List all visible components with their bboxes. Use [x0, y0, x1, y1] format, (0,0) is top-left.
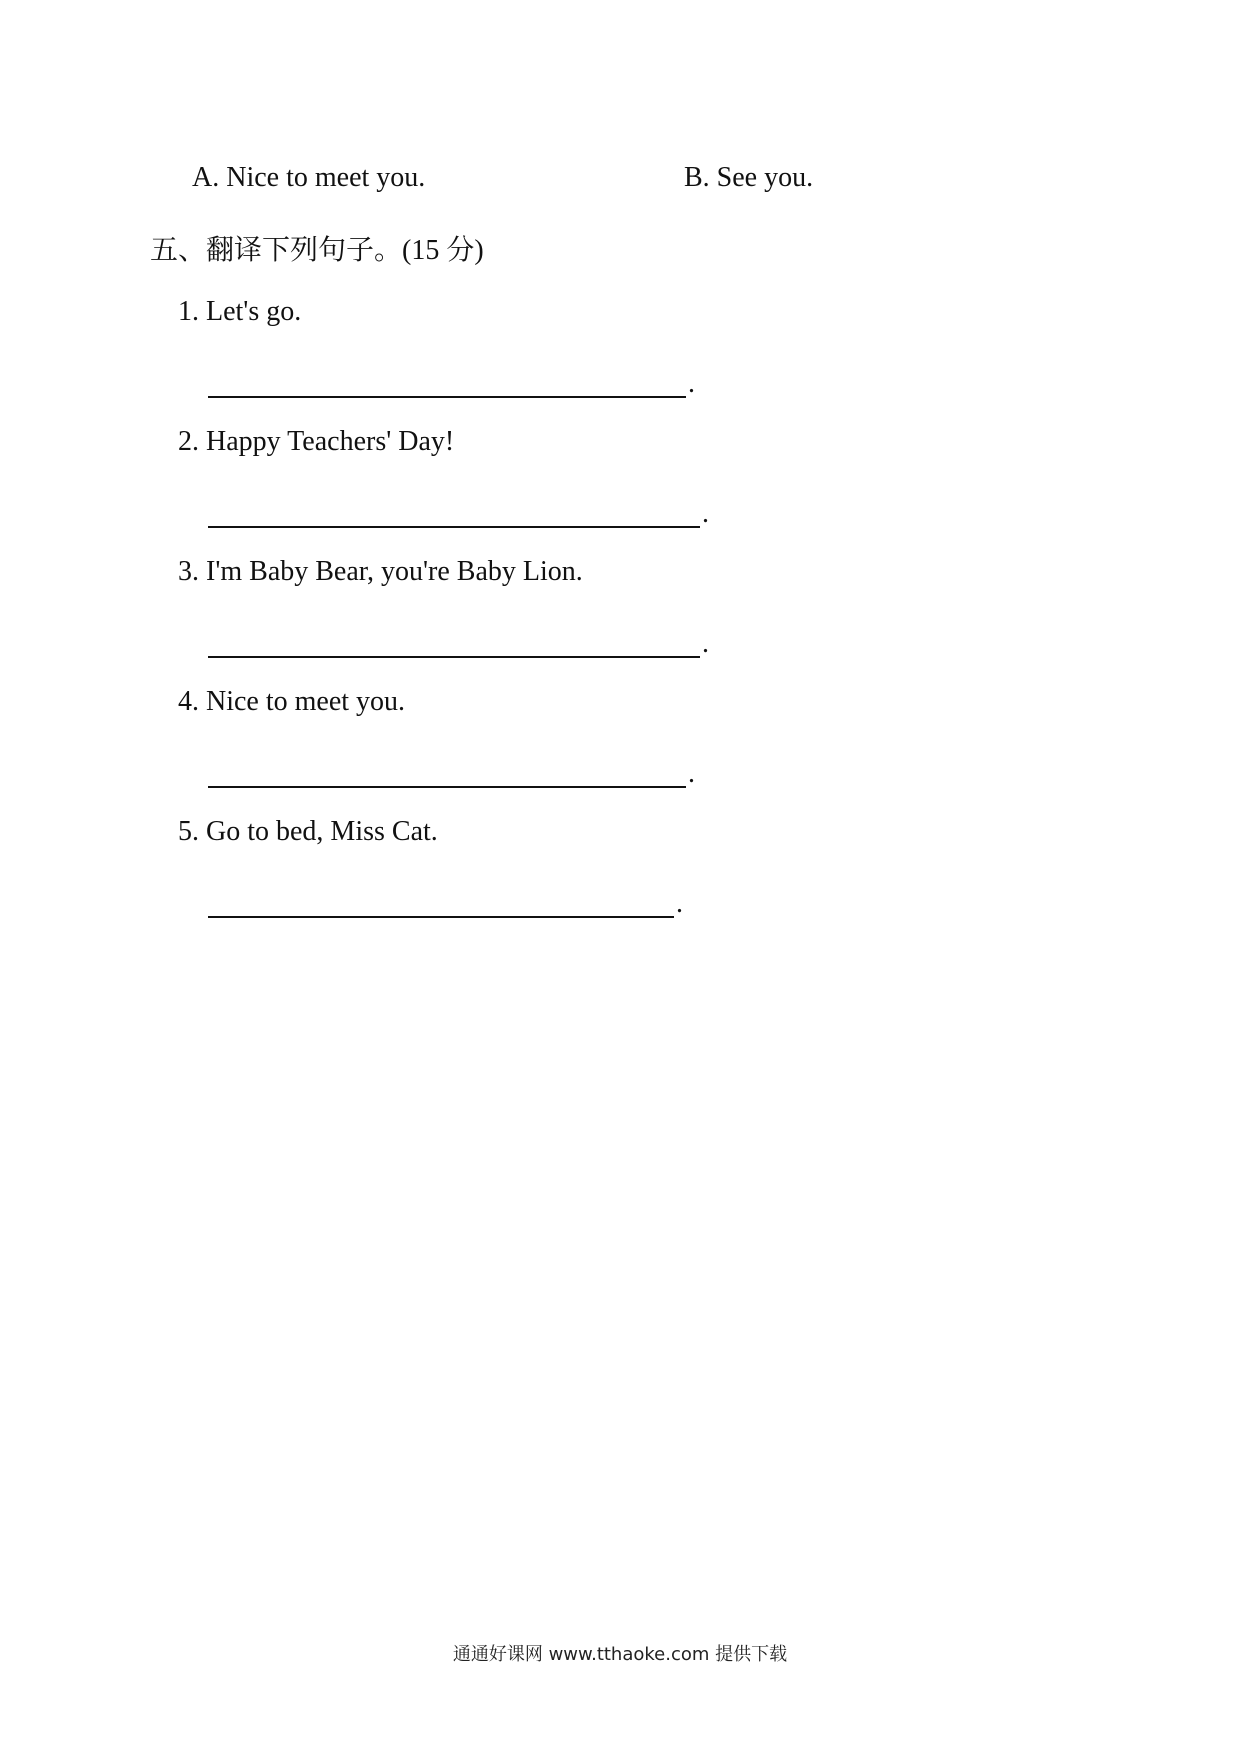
question-text: 3. I'm Baby Bear, you're Baby Lion.	[178, 556, 583, 587]
footer-credit: 通通好课网 www.tthaoke.com 提供下载	[452, 1644, 788, 1665]
answer-blank[interactable]	[208, 492, 709, 528]
answer-blank[interactable]	[208, 622, 709, 658]
answer-blank[interactable]	[208, 752, 695, 788]
answer-period: .	[702, 498, 709, 529]
answer-period: .	[688, 758, 695, 789]
answer-line[interactable]	[208, 626, 700, 658]
question-text: 2. Happy Teachers' Day!	[178, 426, 455, 457]
answer-blank[interactable]	[208, 362, 695, 398]
answer-line[interactable]	[208, 496, 700, 528]
answer-period: .	[702, 628, 709, 659]
option-b: B. See you.	[684, 162, 814, 193]
question-text: 4. Nice to meet you.	[178, 686, 406, 717]
answer-period: .	[676, 888, 683, 919]
answer-line[interactable]	[208, 366, 686, 398]
answer-line[interactable]	[208, 756, 686, 788]
question-text: 5. Go to bed, Miss Cat.	[178, 816, 438, 847]
section-heading: 五、翻译下列句子。(15 分)	[150, 235, 484, 266]
translation-item-3	[178, 554, 1078, 659]
translation-item-1	[178, 294, 1078, 399]
translation-item-5	[178, 814, 1078, 919]
translation-item-2	[178, 424, 1078, 529]
question-text: 1. Let's go.	[178, 296, 302, 327]
option-a: A. Nice to meet you.	[192, 162, 426, 193]
answer-options-row	[192, 162, 1092, 202]
answer-period: .	[688, 368, 695, 399]
translation-item-4	[178, 684, 1078, 789]
answer-blank[interactable]	[208, 882, 683, 918]
answer-line[interactable]	[208, 886, 674, 918]
